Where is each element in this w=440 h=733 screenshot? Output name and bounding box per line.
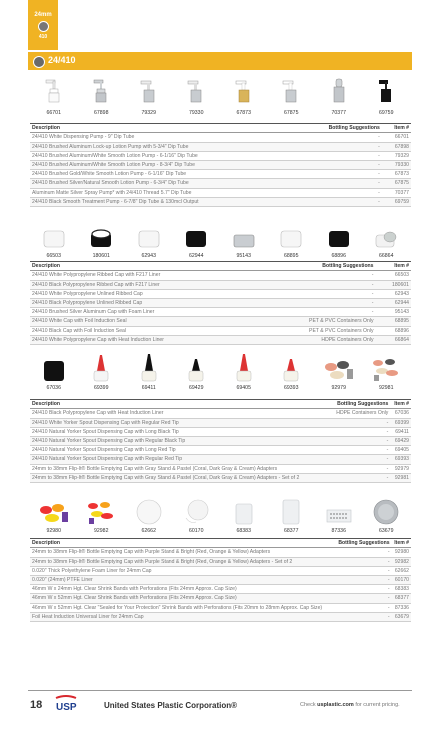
table-row <box>30 170 411 179</box>
product-thumb <box>30 496 78 534</box>
product-thumb <box>78 221 126 259</box>
row-bottling: - <box>329 436 391 445</box>
row-description: 24/410 Black Cap with Foil Induction Seal <box>30 326 260 335</box>
row-bottling: PET & PVC Containers Only <box>260 317 376 326</box>
product-code: 92979 <box>331 385 346 391</box>
shrink-band-image <box>232 496 256 526</box>
row-description: 24/410 Brushed Aluminum Lock-up Lotion Pump with 5-3/4" Dip Tube <box>30 142 296 151</box>
row-bottling: HDPE Containers Only <box>260 335 376 344</box>
row-bottling: - <box>296 179 382 188</box>
table-row <box>30 455 411 464</box>
product-thumb <box>268 353 316 391</box>
row-bottling: - <box>334 603 391 612</box>
product-code: 69393 <box>284 385 299 391</box>
product-thumb <box>173 496 221 534</box>
pump-image <box>234 78 254 108</box>
col-description: Description <box>30 262 260 271</box>
product-thumb <box>173 78 221 116</box>
usp-logo <box>54 694 78 712</box>
product-code: 69411 <box>141 385 156 391</box>
row-description: 24/410 Natural Yorker Spout Dispensing Cap with Long Red Tip <box>30 446 329 455</box>
product-thumb <box>363 221 411 259</box>
row-item: 67875 <box>382 179 411 188</box>
spout-cap-image <box>231 353 257 383</box>
cap-image <box>183 221 209 251</box>
product-thumb <box>173 353 221 391</box>
product-thumb <box>125 353 173 391</box>
row-item: 92982 <box>392 557 411 566</box>
row-description: 24/410 White Dispensing Pump - 9" Dip Tube <box>30 133 296 142</box>
product-code: 62944 <box>189 253 204 259</box>
shrink-band-image <box>325 496 353 526</box>
product-code: 180601 <box>92 253 110 259</box>
product-code: 66701 <box>46 110 61 116</box>
page-number: 18 <box>30 699 43 711</box>
col-item: Item # <box>382 124 411 133</box>
table-row <box>30 418 411 427</box>
row-bottling: - <box>334 585 391 594</box>
row-item: 69411 <box>390 427 411 436</box>
row-bottling: PET & PVC Containers Only <box>260 326 376 335</box>
row-description: 24/410 Brushed Gold/White Smooth Lotion Pump - 6-1/16" Dip Tube <box>30 170 296 179</box>
col-bottling: Bottling Suggestions <box>260 262 376 271</box>
product-code: 68377 <box>284 528 299 534</box>
product-code: 95143 <box>236 253 251 259</box>
product-image-row <box>30 221 410 259</box>
row-item: 66503 <box>376 271 412 280</box>
row-description: 24/410 Black Polypropylene Ribbed Cap with F217 Liner <box>30 280 260 289</box>
product-thumb <box>78 353 126 391</box>
product-code: 67898 <box>94 110 109 116</box>
row-item: 69399 <box>390 418 411 427</box>
row-item: 69405 <box>390 446 411 455</box>
row-item: 69429 <box>390 436 411 445</box>
pump-image <box>139 78 159 108</box>
row-item: 68896 <box>376 326 412 335</box>
row-bottling: - <box>260 308 376 317</box>
product-thumb <box>30 221 78 259</box>
product-thumb <box>315 353 363 391</box>
product-thumb <box>363 353 411 391</box>
product-thumb <box>173 221 221 259</box>
product-thumb <box>220 496 268 534</box>
row-description: 24/410 Brushed Silver Aluminum Cap with Foam Liner <box>30 308 260 317</box>
row-description: 46mm W x 52mm Hgt. Clear Shrink Bands with Perforations (Fits 24mm Approx. Cap Size) <box>30 594 334 603</box>
row-description: 24/410 Black Polypropylene Cap with Heat Induction Liner <box>30 409 329 418</box>
product-thumb <box>125 221 173 259</box>
row-bottling: - <box>334 557 391 566</box>
row-item: 79330 <box>382 160 411 169</box>
table-row <box>30 280 411 289</box>
row-bottling: - <box>296 160 382 169</box>
product-code: 62943 <box>141 253 156 259</box>
row-item: 95143 <box>376 308 412 317</box>
flipit-image <box>323 353 355 383</box>
row-description: 24/410 Brushed Silver/Natural Smooth Lotion Pump - 6-3/4" Dip Tube <box>30 179 296 188</box>
table-row <box>30 133 411 142</box>
table-row <box>30 289 411 298</box>
pricing-note-suffix: for current pricing. <box>353 702 400 708</box>
tab-size: 24mm <box>34 12 52 18</box>
row-item: 67036 <box>390 409 411 418</box>
flipit-image <box>38 496 70 526</box>
row-bottling: - <box>329 455 391 464</box>
cap-image <box>373 221 399 251</box>
row-item: 92980 <box>392 548 411 557</box>
product-code: 69429 <box>189 385 204 391</box>
row-bottling: - <box>260 280 376 289</box>
row-item: 66701 <box>382 133 411 142</box>
product-thumb <box>268 78 316 116</box>
table-row <box>30 446 411 455</box>
product-thumb <box>125 78 173 116</box>
table-row <box>30 179 411 188</box>
product-code: 69405 <box>236 385 251 391</box>
cap-image <box>88 221 114 251</box>
liner-image <box>182 496 210 526</box>
product-thumb <box>78 78 126 116</box>
product-thumb <box>220 221 268 259</box>
row-bottling: - <box>329 418 391 427</box>
table-row <box>30 317 411 326</box>
row-description: 24mm to 38mm Flip-It® Bottle Emptying Cap with Gray Stand & Pastel (Coral, Dark Gray & Cream) Adapters - Set of 2 <box>30 473 329 482</box>
row-item: 67873 <box>382 170 411 179</box>
product-code: 63679 <box>379 528 394 534</box>
spout-cap-image <box>88 353 114 383</box>
row-item: 62662 <box>392 566 411 575</box>
product-thumb <box>220 78 268 116</box>
col-bottling: Bottling Suggestions <box>296 124 382 133</box>
product-image-row <box>30 496 410 534</box>
cap-image <box>136 221 162 251</box>
product-thumb <box>30 78 78 116</box>
table-row <box>30 151 411 160</box>
product-code: 69759 <box>379 110 394 116</box>
row-description: 0.020" Thick Polyethylene Foam Liner for 24mm Cap <box>30 566 334 575</box>
cap-image <box>41 221 67 251</box>
row-item: 68895 <box>376 317 412 326</box>
table-row <box>30 594 411 603</box>
spout-cap-image <box>183 353 209 383</box>
table-row <box>30 612 411 621</box>
row-item: 69393 <box>390 455 411 464</box>
product-thumb <box>315 496 363 534</box>
product-code: 69399 <box>94 385 109 391</box>
row-item: 79329 <box>382 151 411 160</box>
product-code: 87336 <box>331 528 346 534</box>
product-thumb <box>315 78 363 116</box>
liner-image <box>372 496 400 526</box>
table-row <box>30 427 411 436</box>
row-item: 67898 <box>382 142 411 151</box>
row-description: 24/410 Black Smooth Treatment Pump - 6-7/8" Dip Tube & 130mcl Output <box>30 197 296 206</box>
product-code: 66864 <box>379 253 394 259</box>
product-table <box>30 261 411 345</box>
product-code: 92980 <box>46 528 61 534</box>
shrink-band-image <box>279 496 303 526</box>
product-thumb <box>30 353 78 391</box>
row-item: 180601 <box>376 280 412 289</box>
table-row <box>30 603 411 612</box>
col-item: Item # <box>376 262 412 271</box>
row-bottling: - <box>329 427 391 436</box>
table-row <box>30 308 411 317</box>
liner-image <box>135 496 163 526</box>
row-description: 24/410 White Cap with Foil Induction Seal <box>30 317 260 326</box>
row-description: 46mm W x 52mm Hgt. Clear "Sealed for Your Protection" Shrink Bands with Perforations (Fits 20mm to 28mm Approx. Cap Size) <box>30 603 334 612</box>
pump-image <box>376 78 396 108</box>
row-bottling: - <box>296 188 382 197</box>
product-code: 67875 <box>284 110 299 116</box>
pump-image <box>281 78 301 108</box>
col-bottling: Bottling Suggestions <box>334 539 391 548</box>
product-image-row <box>30 353 410 391</box>
table-row <box>30 188 411 197</box>
col-description: Description <box>30 124 296 133</box>
tab-finish: 410 <box>38 34 48 40</box>
row-description: 0.020" (24mm) PTFE Liner <box>30 575 334 584</box>
row-bottling: - <box>296 142 382 151</box>
pricing-note <box>300 702 400 708</box>
row-item: 60170 <box>392 575 411 584</box>
table-row <box>30 436 411 445</box>
table-row <box>30 585 411 594</box>
row-description: 24mm to 38mm Flip-It® Bottle Emptying Cap with Purple Stand & Bright (Red, Orange & Yellow) Adapters - Set of 2 <box>30 557 334 566</box>
row-bottling: - <box>296 197 382 206</box>
table-row <box>30 557 411 566</box>
product-code: 79330 <box>189 110 204 116</box>
product-code: 67873 <box>236 110 251 116</box>
product-thumb <box>363 496 411 534</box>
product-table <box>30 399 411 483</box>
row-description: 24/410 White Polypropylene Unlined Ribbed Cap <box>30 289 260 298</box>
row-bottling: - <box>334 594 391 603</box>
table-row <box>30 409 411 418</box>
cap-image <box>278 221 304 251</box>
pump-image <box>91 78 111 108</box>
product-code: 79329 <box>141 110 156 116</box>
row-bottling: - <box>334 612 391 621</box>
product-thumb <box>315 221 363 259</box>
row-description: 24/410 White Yorker Spout Dispensing Cap with Regular Red Tip <box>30 418 329 427</box>
size-tab <box>28 0 58 50</box>
row-bottling: HDPE Containers Only <box>329 409 391 418</box>
pump-image <box>329 78 349 108</box>
footer-divider <box>28 690 412 691</box>
product-thumb <box>363 78 411 116</box>
row-item: 69759 <box>382 197 411 206</box>
row-description: 24/410 Natural Yorker Spout Dispensing Cap with Regular Red Tip <box>30 455 329 464</box>
product-image-row <box>30 78 410 116</box>
product-thumb <box>220 353 268 391</box>
row-bottling: - <box>329 464 391 473</box>
brand-name: United States Plastic Corporation® <box>104 701 238 710</box>
row-bottling: - <box>260 271 376 280</box>
table-row <box>30 326 411 335</box>
row-description: 24/410 Natural Yorker Spout Dispensing Cap with Long Black Tip <box>30 427 329 436</box>
cap-icon <box>38 21 49 32</box>
row-bottling: - <box>334 575 391 584</box>
pricing-note-prefix: Check <box>300 702 318 708</box>
table-row <box>30 160 411 169</box>
pump-image <box>186 78 206 108</box>
product-code: 68895 <box>284 253 299 259</box>
row-description: 24mm to 38mm Flip-It® Bottle Emptying Cap with Purple Stand & Bright (Red, Orange & Yellow) Adapters <box>30 548 334 557</box>
row-item: 87336 <box>392 603 411 612</box>
row-description: 24/410 White Polypropylene Cap with Heat Induction Liner <box>30 335 260 344</box>
row-item: 70377 <box>382 188 411 197</box>
row-description: Aluminum Matte Silver Spray Pump* with 24/410 Thread 5.7" Dip Tube <box>30 188 296 197</box>
product-table <box>30 123 411 207</box>
table-row <box>30 298 411 307</box>
row-bottling: - <box>296 170 382 179</box>
row-bottling: - <box>329 446 391 455</box>
col-item: Item # <box>390 400 411 409</box>
product-thumb <box>78 496 126 534</box>
flipit-image <box>370 353 402 383</box>
row-description: 24/410 Brushed Aluminum/White Smooth Lotion Pump - 8-3/4" Dip Tube <box>30 160 296 169</box>
row-description: 24/410 Brushed Aluminum/White Smooth Lotion Pump - 6-1/16" Dip Tube <box>30 151 296 160</box>
row-description: 24/410 Black Polypropylene Unlined Ribbed Cap <box>30 298 260 307</box>
product-code: 68383 <box>236 528 251 534</box>
col-description: Description <box>30 400 329 409</box>
row-description: Foil Heat Induction Universal Liner for 24mm Cap <box>30 612 334 621</box>
product-code: 62662 <box>141 528 156 534</box>
row-item: 62944 <box>376 298 412 307</box>
row-item: 63679 <box>392 612 411 621</box>
table-row <box>30 473 411 482</box>
product-thumb <box>268 496 316 534</box>
spout-cap-image <box>278 353 304 383</box>
row-item: 92979 <box>390 464 411 473</box>
section-title: 24/410 <box>48 55 76 65</box>
cap-image <box>231 221 257 251</box>
cap-image <box>41 353 67 383</box>
product-code: 68896 <box>331 253 346 259</box>
product-code: 92982 <box>94 528 109 534</box>
row-bottling: - <box>334 566 391 575</box>
table-row <box>30 142 411 151</box>
table-row <box>30 566 411 575</box>
row-item: 68383 <box>392 585 411 594</box>
table-row <box>30 335 411 344</box>
logo-text: USP <box>56 702 77 712</box>
product-code: 67036 <box>46 385 61 391</box>
cap-image <box>326 221 352 251</box>
website-link[interactable]: usplastic.com <box>317 702 354 708</box>
product-code: 70377 <box>331 110 346 116</box>
product-thumb <box>268 221 316 259</box>
cap-icon <box>33 56 45 68</box>
product-thumb <box>125 496 173 534</box>
product-table <box>30 538 411 622</box>
pump-image <box>44 78 64 108</box>
product-code: 92981 <box>379 385 394 391</box>
col-description: Description <box>30 539 334 548</box>
row-item: 66864 <box>376 335 412 344</box>
row-description: 24mm to 38mm Flip-It® Bottle Emptying Cap with Gray Stand & Pastel (Coral, Dark Gray & Cream) Adapters <box>30 464 329 473</box>
row-bottling: - <box>260 289 376 298</box>
table-row <box>30 197 411 206</box>
row-bottling: - <box>260 298 376 307</box>
table-row <box>30 464 411 473</box>
row-description: 24/410 White Polypropylene Ribbed Cap with F217 Liner <box>30 271 260 280</box>
row-bottling: - <box>296 133 382 142</box>
row-description: 24/410 Natural Yorker Spout Dispensing Cap with Regular Black Tip <box>30 436 329 445</box>
col-bottling: Bottling Suggestions <box>329 400 391 409</box>
row-description: 46mm W x 24mm Hgt. Clear Shrink Bands with Perforations (Fits 24mm Approx. Cap Size) <box>30 585 334 594</box>
row-item: 68377 <box>392 594 411 603</box>
flipit-image <box>85 496 117 526</box>
row-bottling: - <box>296 151 382 160</box>
spout-cap-image <box>136 353 162 383</box>
row-item: 62943 <box>376 289 412 298</box>
table-row <box>30 548 411 557</box>
section-header <box>28 52 412 70</box>
table-row <box>30 575 411 584</box>
row-bottling: - <box>334 548 391 557</box>
table-row <box>30 271 411 280</box>
product-code: 66503 <box>46 253 61 259</box>
col-item: Item # <box>392 539 411 548</box>
product-code: 60170 <box>189 528 204 534</box>
row-bottling: - <box>329 473 391 482</box>
row-item: 92981 <box>390 473 411 482</box>
